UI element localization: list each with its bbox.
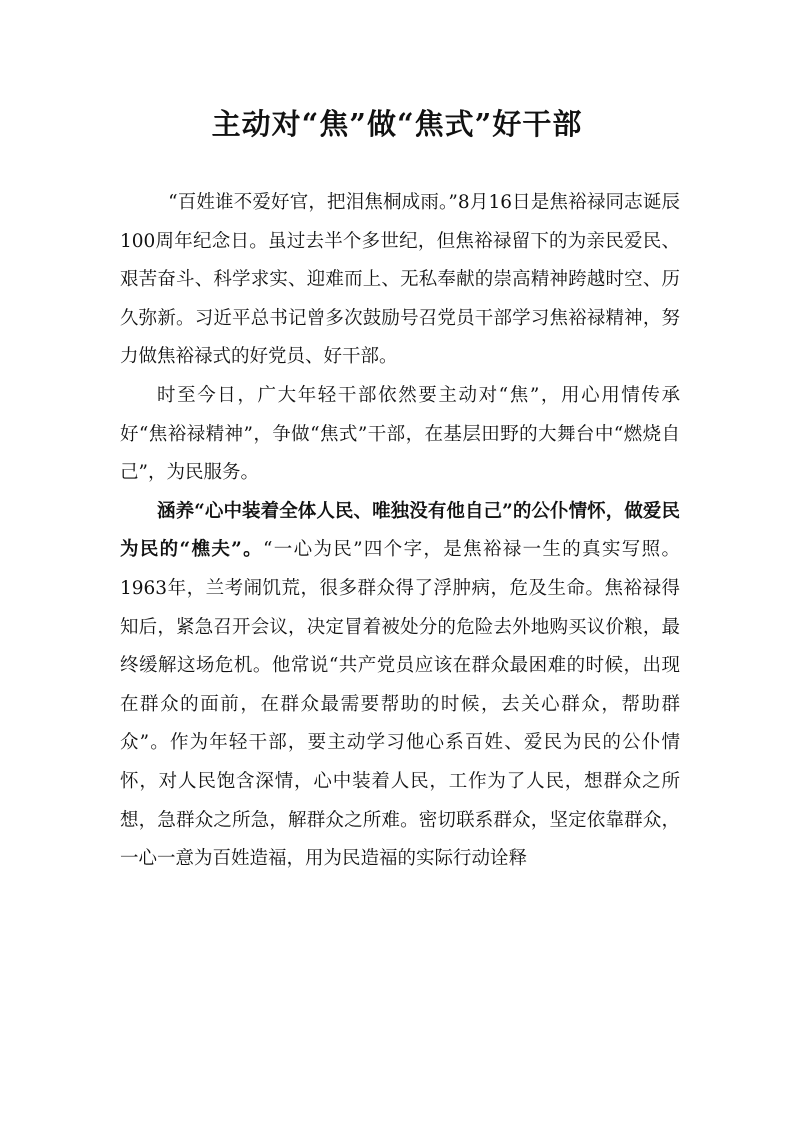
document-title: 主动对“焦”做“焦式”好干部 [211, 107, 583, 141]
document-body [120, 184, 680, 879]
section-1-text: “一心为民”四个字，是焦裕禄一生的真实写照。1963年，兰考闹饥荒，很多群众得了浮肿病，危及生命。焦裕禄得知后，紧急召开会议，决定冒着被处分的危险去外地购买议价粮，最终缓解这场危机。他常说“共产党员应该在群众最困难的时候，出现在群众的面前，在群众最需要帮助的时候，去关心群众，帮助群众”。作为年轻干部，要主动学习他心系百姓、爱民为民的公仆情怀，对人民饱含深情，心中装着人民，工作为了人民，想群众之所想，急群众之所急，解群众之所难。密切联系群众，坚定依靠群众，一心一意为百姓造福，用为民造福的实际行动诠释 [120, 539, 680, 870]
paragraph-section-1 [120, 493, 680, 879]
paragraph-today: 时至今日，广大年轻干部依然要主动对“焦”，用心用情传承好“焦裕禄精神”，争做“焦式”干部，在基层田野的大舞台中“燃烧自己”，为民服务。 [120, 384, 680, 484]
paragraph-intro: “百姓谁不爱好官，把泪焦桐成雨。”8月16日是焦裕禄同志诞辰100周年纪念日。虽过去半个多世纪，但焦裕禄留下的为亲民爱民、艰苦奋斗、科学求实、迎难而上、无私奉献的崇高精神跨越时空、历久弥新。习近平总书记曾多次鼓励号召党员干部学习焦裕禄精神，努力做焦裕禄式的好党员、好干部。 [120, 192, 680, 368]
section-1-heading: 涵养“心中装着全体人民、唯独没有他自己”的公仆情怀，做爱民为民的“樵夫”。 [120, 500, 680, 561]
